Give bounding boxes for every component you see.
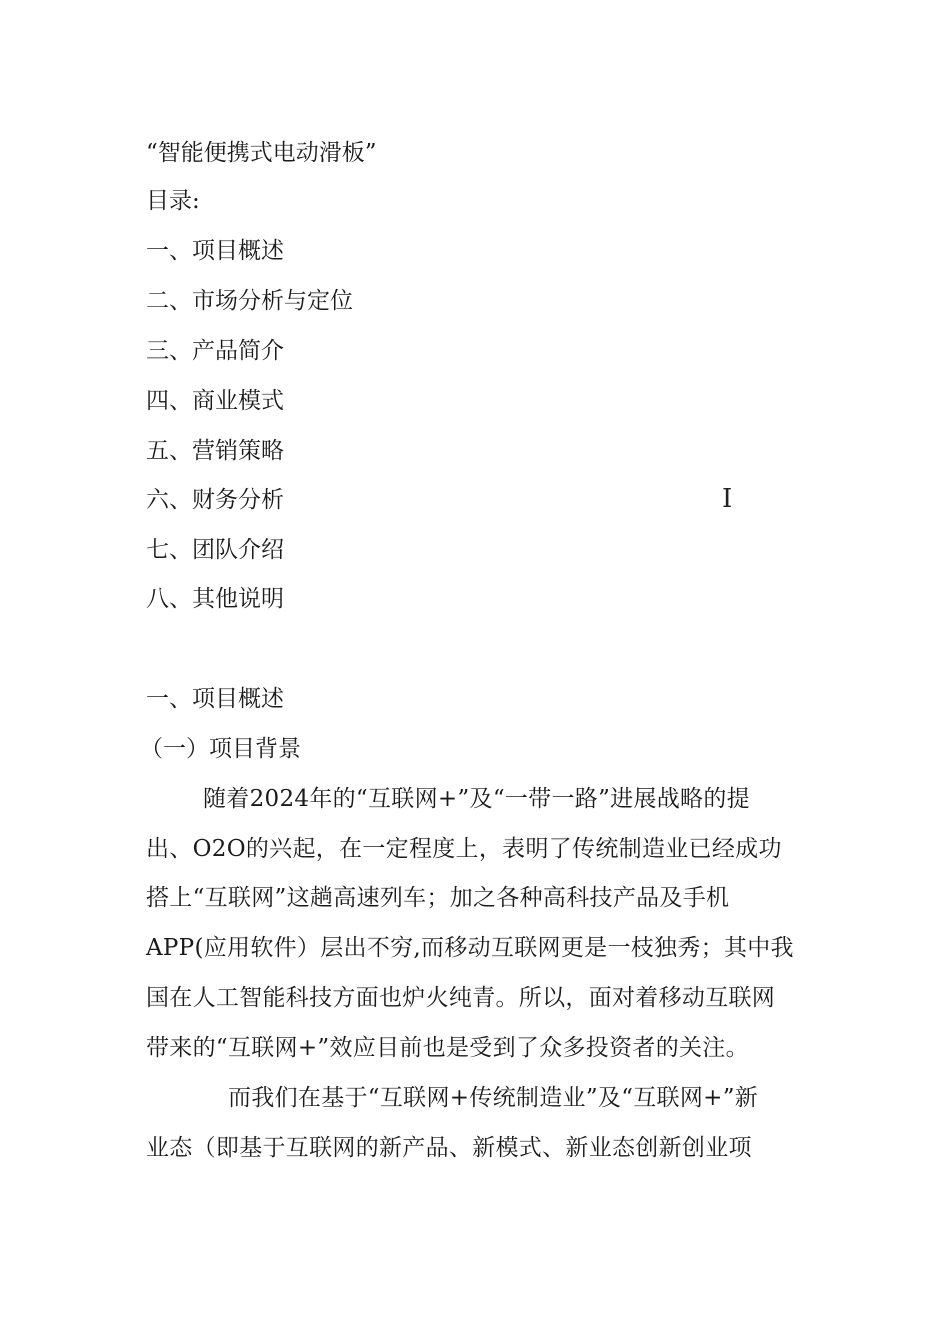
toc-item: 四、商业模式 [146,388,284,414]
toc-item: 八、其他说明 [146,586,284,612]
toc-label: 目录: [146,188,200,214]
paragraph-line: 业态（即基于互联网的新产品、新模式、新业态创新创业项 [146,1135,752,1161]
section-heading: 一、项目概述 [146,686,284,712]
document-title: “智能便携式电动滑板” [146,140,377,166]
paragraph-line: 出、O2O的兴起，在一定程度上，表明了传统制造业已经成功 [146,836,782,862]
subsection-heading: （一）项目背景 [140,736,301,762]
paragraph-line: 国在人工智能科技方面也炉火纯青。所以，面对着移动互联网 [146,985,776,1011]
toc-item: 一、项目概述 [146,238,284,264]
text-cursor-icon: I [722,484,733,514]
toc-item: 五、营销策略 [146,438,284,464]
toc-item: 三、产品简介 [146,338,284,364]
toc-item: 二、市场分析与定位 [146,288,353,314]
paragraph-line: 搭上“互联网”这趟高速列车；加之各种高科技产品及手机 [146,885,730,911]
toc-item: 六、财务分析 [146,487,284,513]
paragraph-line: 随着2024年的“互联网+”及“一带一路”进展战略的提 [203,786,750,812]
paragraph-line: 带来的“互联网+”效应目前也是受到了众多投资者的关注。 [146,1035,749,1061]
paragraph-line: APP(应用软件）层出不穷,而移动互联网更是一枝独秀；其中我 [146,935,794,961]
toc-item: 七、团队介绍 [146,537,284,563]
paragraph-line: 而我们在基于“互联网+传统制造业”及“互联网+”新 [228,1085,759,1111]
